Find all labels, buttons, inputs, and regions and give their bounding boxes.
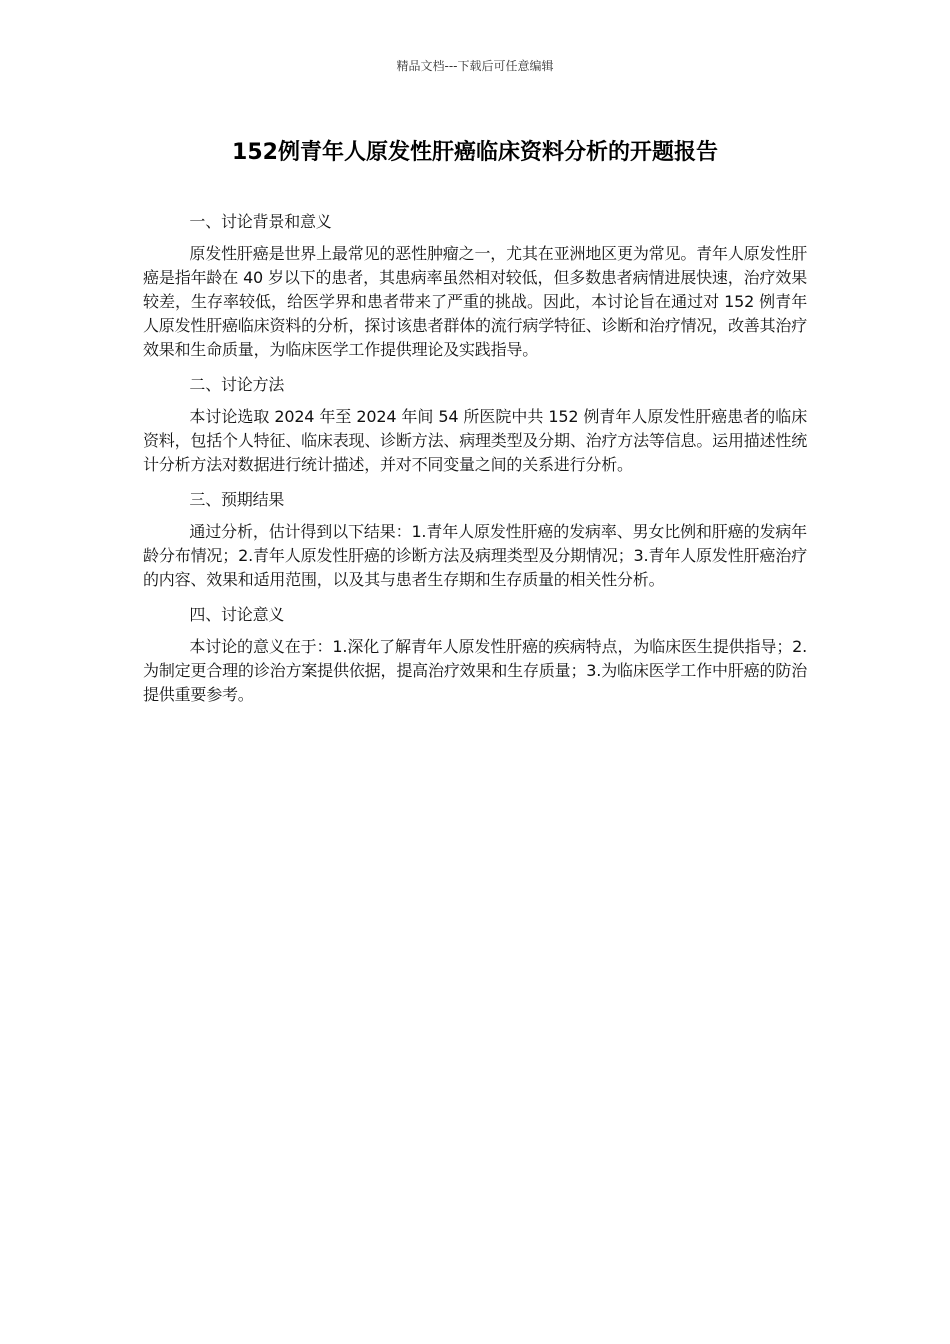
section-methods	[143, 373, 807, 477]
section-heading: 二、讨论方法	[189, 375, 285, 394]
section-paragraph: 本讨论选取 2024 年至 2024 年间 54 所医院中共 152 例青年人原发性肝癌患者的临床资料，包括个人特征、临床表现、诊断方法、病理类型及分期、治疗方法等信息。运用描述性统计分析方法对数据进行统计描述，并对不同变量之间的关系进行分析。	[143, 407, 807, 474]
section-paragraph: 原发性肝癌是世界上最常见的恶性肿瘤之一，尤其在亚洲地区更为常见。青年人原发性肝癌是指年龄在 40 岁以下的患者，其患病率虽然相对较低，但多数患者病情进展快速，治疗效果较差，生存率较低，给医学界和患者带来了严重的挑战。因此，本讨论旨在通过对 152 例青年人原发性肝癌临床资料的分析，探讨该患者群体的流行病学特征、诊断和治疗情况，改善其治疗效果和生命质量，为临床医学工作提供理论及实践指导。	[143, 244, 807, 359]
document-title: 152例青年人原发性肝癌临床资料分析的开题报告	[232, 140, 718, 165]
section-expected-results	[143, 488, 807, 592]
section-background	[143, 210, 807, 362]
section-significance	[143, 603, 807, 707]
document-body	[143, 210, 807, 718]
page-header-watermark: 精品文档---下载后可任意编辑	[396, 59, 554, 73]
section-heading: 一、讨论背景和意义	[189, 212, 332, 231]
section-paragraph: 本讨论的意义在于：1.深化了解青年人原发性肝癌的疾病特点，为临床医生提供指导；2.为制定更合理的诊治方案提供依据，提高治疗效果和生存质量；3.为临床医学工作中肝癌的防治提供重要参考。	[143, 637, 807, 704]
section-paragraph: 通过分析，估计得到以下结果：1.青年人原发性肝癌的发病率、男女比例和肝癌的发病年龄分布情况；2.青年人原发性肝癌的诊断方法及病理类型及分期情况；3.青年人原发性肝癌治疗的内容、效果和适用范围，以及其与患者生存期和生存质量的相关性分析。	[143, 522, 807, 589]
section-heading: 三、预期结果	[189, 490, 285, 509]
section-heading: 四、讨论意义	[189, 605, 285, 624]
